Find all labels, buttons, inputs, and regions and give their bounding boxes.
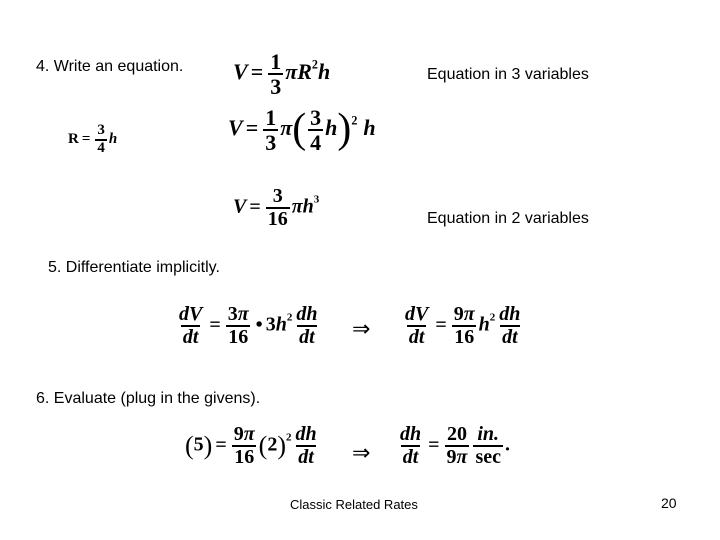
- footer-title: Classic Related Rates: [290, 497, 418, 512]
- implies-arrow-2: ⇒: [352, 440, 371, 465]
- implies-arrow-1: ⇒: [352, 316, 371, 341]
- step-4-label: 4. Write an equation.: [36, 58, 184, 75]
- step-6-label: 6. Evaluate (plug in the givens).: [36, 390, 261, 407]
- evaluated-equation: (5) = $\frac{9\pi}{16}$ $(2)^2$ $\frac{dh}{dt}$: [185, 423, 317, 468]
- radius-equation: R = $\frac{3}{4}$ h: [68, 122, 118, 156]
- simplified-equation: V = $\frac{3}{16}$ $\pi h^3$: [233, 185, 320, 230]
- note-three-variables: Equation in 3 variables: [427, 66, 589, 83]
- note-two-variables: Equation in 2 variables: [427, 210, 589, 227]
- volume-equation: V = $\frac{1}{3}$ $\pi R^2h$: [233, 49, 331, 100]
- result-equation: $\frac{dh}{dt}$ = $\frac{20}{9\pi}$ $\frac{in.}{\sec}$ .: [400, 423, 510, 468]
- page-number: 20: [661, 495, 677, 511]
- derivative-simplified-equation: $\frac{dV}{dt}$ = $\frac{9\pi}{16}$ $h^2$ $\frac{dh}{dt}$: [405, 303, 521, 348]
- substituted-equation: V = $\frac{1}{3}$ π( $\frac{3}{4}$ h)$^2$ h: [228, 105, 376, 156]
- step-5-label: 5. Differentiate implicitly.: [48, 259, 220, 276]
- derivative-equation: $\frac{dV}{dt}$ = $\frac{3\pi}{16}$ • $3h^2$ $\frac{dh}{dt}$: [179, 303, 318, 348]
